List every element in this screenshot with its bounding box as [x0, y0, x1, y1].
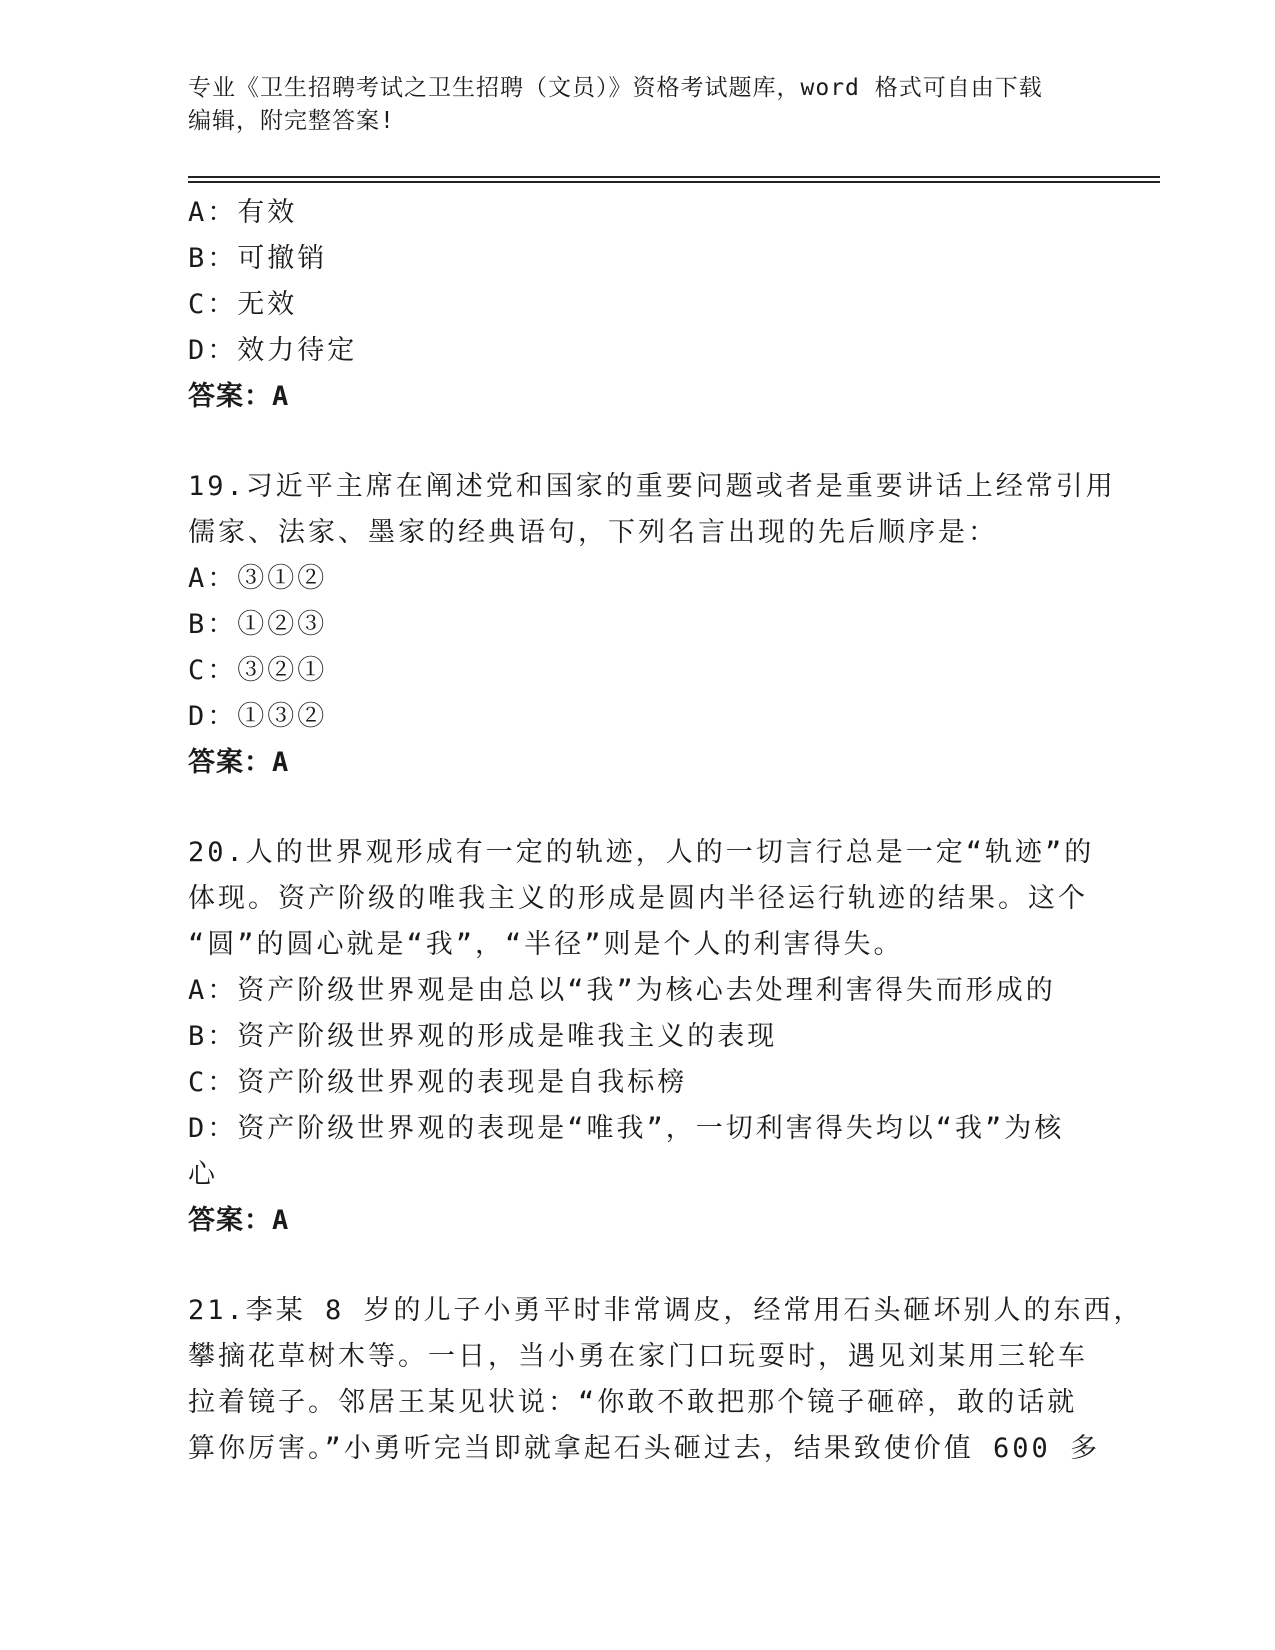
- header-line-1: 专业《卫生招聘考试之卫生招聘（文员）》资格考试题库，word 格式可自由下载: [188, 75, 1043, 101]
- question-19-block: [188, 464, 1116, 786]
- option-d: D：①③②: [188, 701, 328, 732]
- question-stem-line: 20.人的世界观形成有一定的轨迹，人的一切言行总是一定“轨迹”的: [188, 837, 1095, 868]
- option-b: B：①②③: [188, 609, 328, 640]
- option-c: C：③②①: [188, 655, 328, 686]
- header-divider-bottom: [188, 181, 1160, 183]
- answer-line: 答案：A: [188, 1205, 290, 1236]
- option-a: A：有效: [188, 197, 298, 228]
- option-c: C：无效: [188, 289, 298, 320]
- header-line-2: 编辑，附完整答案!: [188, 108, 395, 134]
- option-a: A：③①②: [188, 563, 328, 594]
- question-stem-line: 19.习近平主席在阐述党和国家的重要问题或者是重要讲话上经常引用: [188, 471, 1116, 502]
- option-b: B：可撤销: [188, 243, 328, 274]
- question-stem-line: 儒家、法家、墨家的经典语句，下列名言出现的先后顺序是：: [188, 517, 998, 548]
- question-stem-line: “圆”的圆心就是“我”，“半径”则是个人的利害得失。: [188, 929, 904, 960]
- document-body: [188, 190, 1144, 1472]
- option-d: D：资产阶级世界观的表现是“唯我”，一切利害得失均以“我”为核: [188, 1113, 1065, 1144]
- option-d-continuation: 心: [188, 1159, 218, 1190]
- option-d: D：效力待定: [188, 335, 358, 366]
- answer-line: 答案：A: [188, 747, 290, 778]
- answer-line: 答案：A: [188, 381, 290, 412]
- option-b: B：资产阶级世界观的形成是唯我主义的表现: [188, 1021, 778, 1052]
- question-stem-line: 拉着镜子。邻居王某见状说：“你敢不敢把那个镜子砸碎，敢的话就: [188, 1387, 1078, 1418]
- question-stem-line: 攀摘花草树木等。一日，当小勇在家门口玩耍时，遇见刘某用三轮车: [188, 1341, 1088, 1372]
- document-header: [188, 72, 1068, 138]
- question-18-block: [188, 190, 1088, 420]
- question-stem-line: 21.李某 8 岁的儿子小勇平时非常调皮，经常用石头砸坏别人的东西，: [188, 1295, 1144, 1326]
- question-20-block: [188, 830, 1095, 1244]
- question-21-block: [188, 1288, 1144, 1472]
- option-a: A：资产阶级世界观是由总以“我”为核心去处理利害得失而形成的: [188, 975, 1056, 1006]
- question-stem-line: 算你厉害。”小勇听完当即就拿起石头砸过去，结果致使价值 600 多: [188, 1433, 1101, 1464]
- option-c: C：资产阶级世界观的表现是自我标榜: [188, 1067, 688, 1098]
- question-stem-line: 体现。资产阶级的唯我主义的形成是圆内半径运行轨迹的结果。这个: [188, 883, 1088, 914]
- header-divider-top: [188, 176, 1160, 178]
